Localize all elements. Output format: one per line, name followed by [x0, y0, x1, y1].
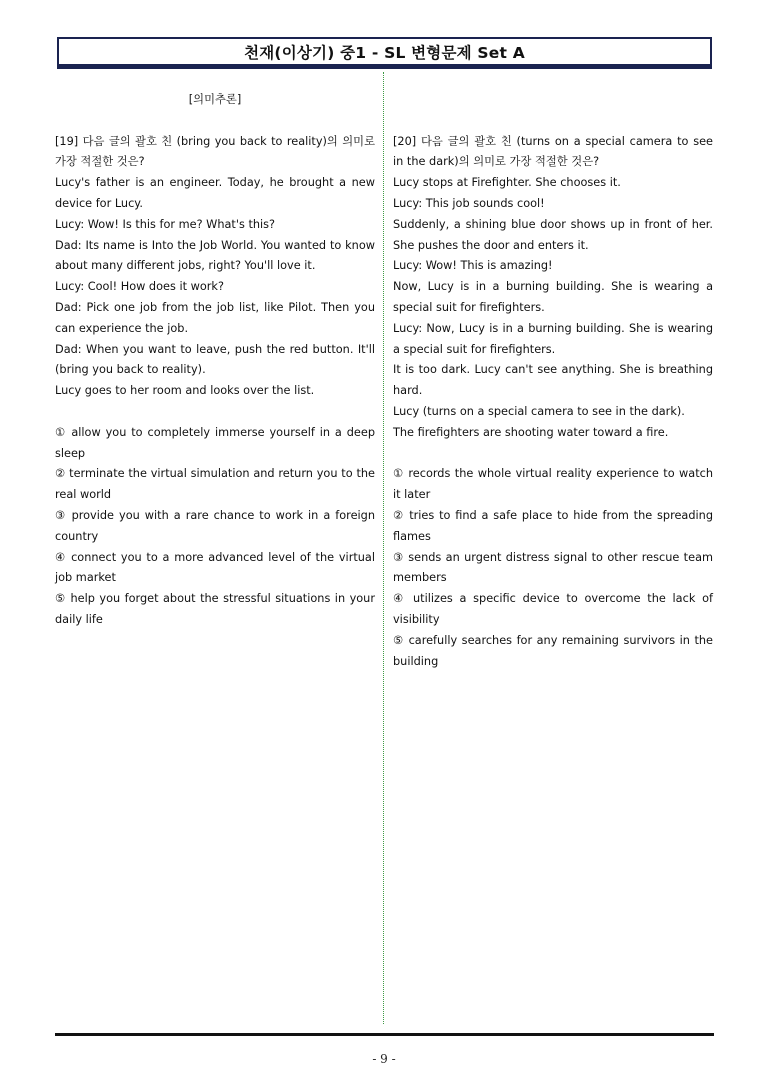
left-column [55, 90, 375, 631]
section-label: [의미추론] [188, 93, 242, 106]
page-header [57, 37, 712, 66]
answer-option-3: ③ sends an urgent distress signal to other rescue team members [393, 550, 713, 585]
passage-line: Dad: When you want to leave, push the red button. It'll (bring you back to reality). [55, 342, 375, 377]
passage-line: Lucy: This job sounds cool! [393, 196, 545, 210]
answer-option-5: ⑤ carefully searches for any remaining survivors in the building [393, 633, 713, 668]
passage-line: Suddenly, a shining blue door shows up in front of her. She pushes the door and enters it. [393, 217, 713, 252]
answer-option-1: ① allow you to completely immerse yourself in a deep sleep [55, 425, 375, 460]
right-column [393, 90, 713, 672]
passage-line: Dad: Pick one job from the job list, like Pilot. Then you can experience the job. [55, 300, 375, 335]
passage-line: Lucy: Wow! This is amazing! [393, 259, 553, 273]
answer-option-1: ① records the whole virtual reality experience to watch it later [393, 467, 713, 502]
passage-line: Dad: Its name is Into the Job World. You wanted to know about many different jobs, right? You'll love it. [55, 238, 375, 273]
answer-option-3: ③ provide you with a rare chance to work in a foreign country [55, 508, 375, 543]
answer-option-4: ④ utilizes a specific device to overcome the lack of visibility [393, 592, 713, 626]
column-divider [383, 72, 384, 1024]
question-19: [19] 다음 글의 괄호 친 (bring you back to reality)의 의미로 가장 적절한 것은? [55, 134, 375, 169]
answer-option-5: ⑤ help you forget about the stressful situations in your daily life [55, 592, 375, 626]
answer-option-2: ② tries to find a safe place to hide from the spreading flames [393, 508, 713, 543]
passage-line: Lucy: Wow! Is this for me? What's this? [55, 217, 276, 231]
page-number: - 9 - [372, 1052, 396, 1066]
passage-line: The firefighters are shooting water toward a fire. [393, 425, 669, 439]
passage-line: Now, Lucy is in a burning building. She is wearing a special suit for firefighters. [393, 280, 713, 314]
passage-line: Lucy goes to her room and looks over the list. [55, 384, 315, 398]
page-title: 천재(이상기) 중1 - SL 변형문제 Set A [244, 43, 525, 62]
passage-line: Lucy's father is an engineer. Today, he brought a new device for Lucy. [55, 176, 375, 210]
answer-option-2: ② terminate the virtual simulation and return you to the real world [55, 467, 375, 502]
passage-line: Lucy: Now, Lucy is in a burning building. She is wearing a special suit for firefighters. [393, 321, 713, 356]
passage-line: It is too dark. Lucy can't see anything. She is breathing hard. [393, 363, 713, 398]
passage-line: Lucy stops at Firefighter. She chooses it. [393, 176, 621, 190]
passage-line: Lucy (turns on a special camera to see in the dark). [393, 404, 685, 418]
answer-option-4: ④ connect you to a more advanced level of the virtual job market [55, 550, 375, 585]
question-20: [20] 다음 글의 괄호 친 (turns on a special camera to see in the dark)의 의미로 가장 적절한 것은? [393, 134, 713, 169]
footer-rule [55, 1033, 714, 1036]
passage-line: Lucy: Cool! How does it work? [55, 280, 224, 294]
